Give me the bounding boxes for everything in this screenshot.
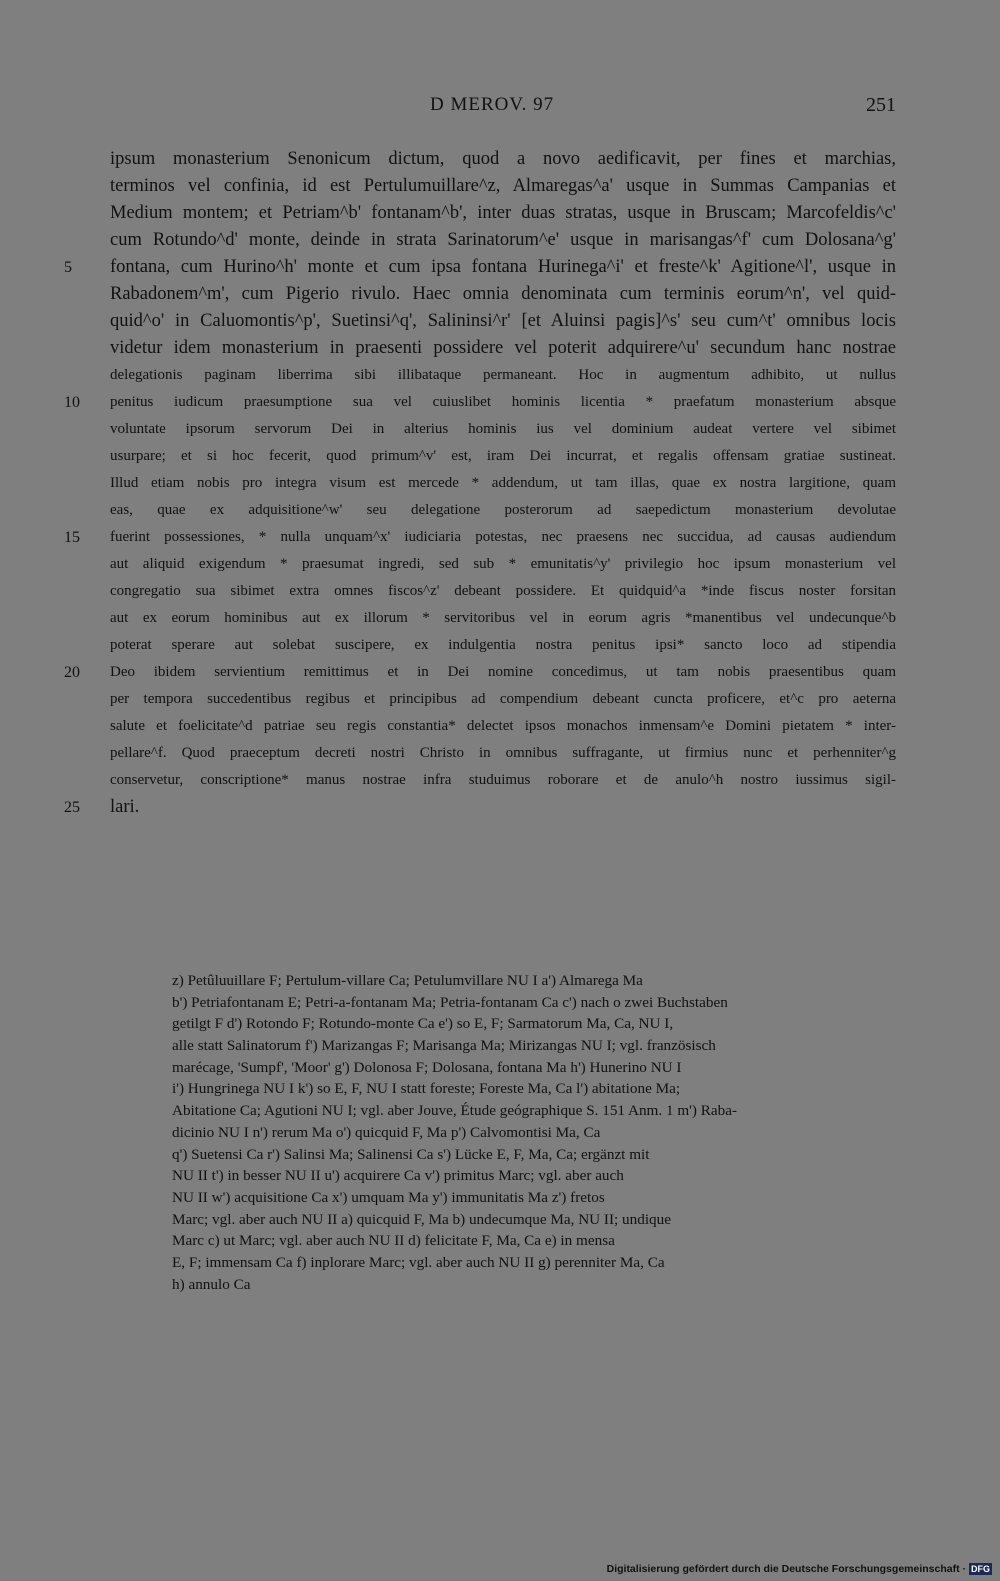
text-line: Illud etiam nobis pro integra visum est mercede * addendum, ut tam illas, quae ex nostra largitione, quam bbox=[110, 475, 896, 491]
text-line: pellare^f. Quod praeceptum decreti nostri Christo in omnibus suffragante, ut firmius nunc et perhenniter^g bbox=[110, 745, 896, 761]
page-number: 251 bbox=[866, 94, 896, 116]
text-line: fontana, cum Hurino^h' monte et cum ipsa fontana Hurinega^i' et freste^k' Agitione^l', usque in bbox=[110, 257, 896, 277]
critical-apparatus bbox=[172, 970, 898, 1295]
funding-credit bbox=[607, 1563, 992, 1575]
text-line: fuerint possessiones, * nulla unquam^x' iudiciaria potestas, nec praesens nec succidua, ad causas audiendum bbox=[110, 529, 896, 545]
text-line: terminos vel confinia, id est Pertulumuillare^z, Almaregas^a' usque in Summas Campanias et bbox=[110, 176, 896, 196]
line-number: 15 bbox=[64, 529, 80, 546]
text-line: eas, quae ex adquisitione^w' seu delegatione posterorum ad saepedictum monasterium devolutae bbox=[110, 502, 896, 518]
line-number: 20 bbox=[64, 664, 80, 681]
footnote-line: NU II t') in besser NU II u') acquirere Ca v') primitus Marc; vgl. aber auch bbox=[172, 1167, 624, 1185]
footnote-line: b') Petriafontanam E; Petri-a-fontanam Ma; Petria-fontanam Ca c') nach o zwei Buchstaben bbox=[172, 993, 728, 1011]
text-line: Medium montem; et Petriam^b' fontanam^b', inter duas stratas, usque in Bruscam; Marcofeldis^c' bbox=[110, 203, 896, 223]
text-line: per tempora succedentibus regibus et principibus ad compendium debeant cuncta proficere, et^c pro aeterna bbox=[110, 691, 896, 707]
text-line: quid^o' in Caluomontis^p', Suetinsi^q', Salininsi^r' [et Aluinsi pagis]^s' seu cum^t' omnibus locis bbox=[110, 311, 896, 331]
text-line: usurpare; et si hoc fecerit, quod primum^v' est, iram Dei incurrat, et regalis offensam gratiae sustineat. bbox=[110, 448, 896, 464]
text-line: salute et foelicitate^d patriae seu regis constantia* delectet ipsos monachos inmensam^e Domini pietatem * inter- bbox=[110, 718, 896, 734]
text-line: conservetur, conscriptione* manus nostrae infra studuimus roborare et de anulo^h nostro iussimus sigil- bbox=[110, 772, 896, 788]
footnote-line: Abitatione Ca; Agutioni NU I; vgl. aber Jouve, Étude geógraphique S. 151 Anm. 1 m') Raba- bbox=[172, 1102, 737, 1120]
text-line: penitus iudicum praesumptione sua vel cuiuslibet hominis licentia * praefatum monasterium absque bbox=[110, 394, 896, 410]
footnote-line: NU II w') acquisitione Ca x') umquam Ma y') immunitatis Ma z') fretos bbox=[172, 1188, 605, 1206]
text-line: lari. bbox=[110, 797, 140, 817]
page-header bbox=[110, 94, 896, 124]
line-number: 5 bbox=[64, 259, 72, 276]
footnote-line: alle statt Salinatorum f') Marizangas F; Marisanga Ma; Mirizangas NU I; vgl. französisch bbox=[172, 1037, 716, 1055]
line-number: 25 bbox=[64, 799, 80, 816]
text-line: Rabadonem^m', cum Pigerio rivulo. Haec omnia denominata cum terminis eorum^n', vel quid- bbox=[110, 284, 896, 304]
text-line: delegationis paginam liberrima sibi illibataque permaneant. Hoc in augmentum adhibito, ut nullus bbox=[110, 367, 896, 383]
footnote-line: getilgt F d') Rotondo F; Rotundo-monte Ca e') so E, F; Sarmatorum Ma, Ca, NU I, bbox=[172, 1015, 674, 1033]
footnote-line: E, F; immensam Ca f) inplorare Marc; vgl. aber auch NU II g) perenniter Ma, Ca bbox=[172, 1253, 665, 1271]
text-line: congregatio sua sibimet extra omnes fiscos^z' debeant possidere. Et quidquid^a *inde fiscus noster forsitan bbox=[110, 583, 896, 599]
line-number: 10 bbox=[64, 394, 80, 411]
footnote-line: q') Suetensi Ca r') Salinsi Ma; Salinensi Ca s') Lücke E, F, Ma, Ca; ergänzt mit bbox=[172, 1145, 650, 1163]
footnote-line: h) annulo Ca bbox=[172, 1275, 251, 1293]
charter-text bbox=[110, 146, 896, 821]
footnote-line: marécage, 'Sumpf', 'Moor' g') Dolonosa F; Dolosana, fontana Ma h') Hunerino NU I bbox=[172, 1058, 682, 1076]
text-line: Deo ibidem servientium remittimus et in Dei nomine concedimus, ut tam nobis praesentibus quam bbox=[110, 664, 896, 680]
text-line: aut aliquid exigendum * praesumat ingredi, sed sub * emunitatis^y' privilegio hoc ipsum monasterium vel bbox=[110, 556, 896, 572]
footnote-line: Marc; vgl. aber auch NU II a) quicquid F, Ma b) undecumque Ma, NU II; undique bbox=[172, 1210, 671, 1228]
text-line: poterat sperare aut solebat suscipere, ex indulgentia nostra penitus ipsi* sancto loco ad stipendia bbox=[110, 637, 896, 653]
dfg-logo: DFG bbox=[971, 1564, 990, 1574]
footnote-line: i') Hungrinega NU I k') so E, F, NU I statt foreste; Foreste Ma, Ca l') abitatione Ma; bbox=[172, 1080, 681, 1098]
text-line: aut ex eorum hominibus aut ex illorum * servitoribus vel in eorum agris *manentibus vel undecunque^b bbox=[110, 610, 896, 626]
text-line: voluntate ipsorum servorum Dei in alterius hominis ius vel dominium audeat vertere vel sibimet bbox=[110, 421, 896, 437]
text-line: ipsum monasterium Senonicum dictum, quod a novo aedificavit, per fines et marchias, bbox=[110, 149, 896, 169]
footnote-line: Marc c) ut Marc; vgl. aber auch NU II d) felicitate F, Ma, Ca e) in mensa bbox=[172, 1232, 615, 1250]
footnote-line: z) Petûluuillare F; Pertulum-villare Ca; Petulumvillare NU I a') Almarega Ma bbox=[172, 972, 643, 989]
text-line: cum Rotundo^d' monte, deinde in strata Sarinatorum^e' usque in marisangas^f' cum Dolosana^g' bbox=[110, 230, 896, 250]
text-line: videtur idem monasterium in praesenti possidere vel poterit adquirere^u' secundum hanc nostrae bbox=[110, 338, 896, 358]
footnote-line: dicinio NU I n') rerum Ma o') quicquid F, Ma p') Calvomontisi Ma, Ca bbox=[172, 1123, 601, 1141]
running-title: D MEROV. 97 bbox=[430, 94, 555, 115]
funding-credit-text: Digitalisierung gefördert durch die Deutsche Forschungsgemeinschaft · bbox=[606, 1562, 966, 1575]
